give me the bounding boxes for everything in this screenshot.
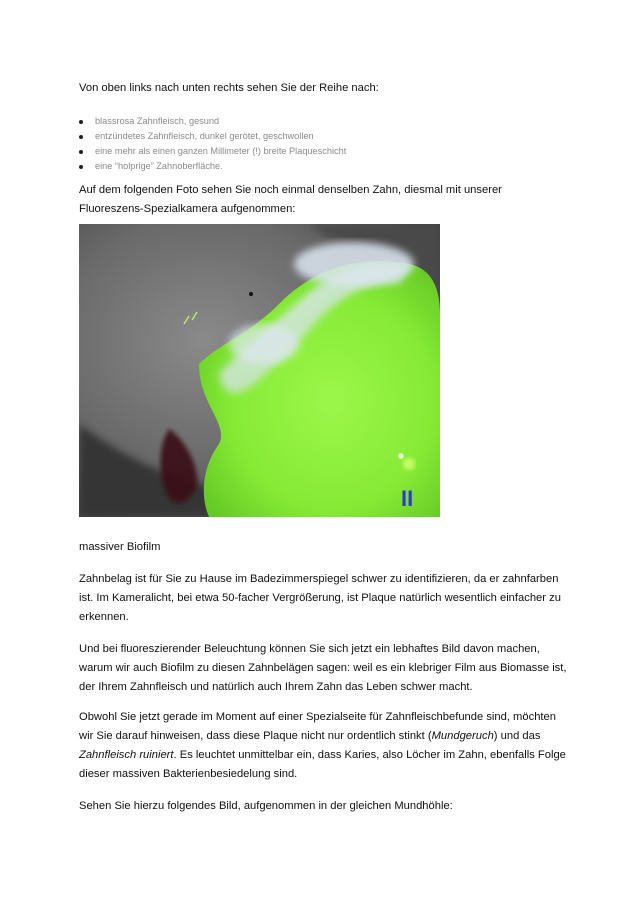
paragraph-4: Sehen Sie hierzu folgendes Bild, aufgenommen in der gleichen Mundhöhle: — [79, 800, 453, 812]
intro-text: Von oben links nach unten rechts sehen Sie der Reihe nach: — [79, 82, 379, 94]
fluorescence-photo — [79, 224, 440, 517]
list-item: entzündetes Zahnfleisch, dunkel gerötet, geschwollen — [79, 129, 559, 144]
bullet-dot-icon — [79, 135, 83, 139]
zahnfleisch-ruiniert-text: Zahnfleisch ruiniert — [79, 749, 174, 761]
list-item: blassrosa Zahnfleisch, gesund — [79, 114, 559, 129]
photo-marker-label: II — [401, 486, 414, 511]
bullet-dot-icon — [79, 150, 83, 154]
mundgeruch-link-text: Mundgeruch — [431, 730, 494, 742]
list-item: eine mehr als einen ganzen Millimeter (!) breite Plaqueschicht — [79, 144, 559, 159]
paragraph-1: Zahnbelag ist für Sie zu Hause im Badezimmerspiegel schwer zu identifizieren, da er zahnfarben ist. Im Kameralicht, bei etwa 50-facher Vergrößerung, ist Plaque natürlich wesentlich einfacher zu erkennen. — [79, 573, 561, 623]
bullet-dot-icon — [79, 120, 83, 124]
tooth-fluorescence-image — [79, 224, 440, 517]
list-item: eine “holprige” Zahnoberfläche. — [79, 159, 559, 174]
finding-list — [79, 114, 559, 174]
paragraph-2: Und bei fluoreszierender Beleuchtung können Sie sich jetzt ein lebhaftes Bild davon machen, warum wir auch Biofilm zu diesen Zahnbelägen sagen: weil es ein klebriger Film aus Biomasse ist, der Ihrem Zahnfleisch und natürlich auch Ihrem Zahn das Leben schwer macht. — [79, 643, 567, 693]
bullet-dot-icon — [79, 165, 83, 169]
photo-intro-line2: Fluoreszens-Spezialkamera aufgenommen: — [79, 203, 296, 215]
photo-intro-line1: Auf dem folgenden Foto sehen Sie noch einmal denselben Zahn, diesmal mit unserer — [79, 184, 502, 196]
paragraph-3: Obwohl Sie jetzt gerade im Moment auf einer Spezialseite für Zahnfleischbefunde sind, möchten wir Sie darauf hinweisen, dass diese Plaque nicht nur ordentlich stinkt (Mundgeruch) und das Zahnfleisch ruiniert. Es leuchtet unmittelbar ein, dass Karies, also Löcher im Zahn, ebenfalls Folge dieser massiven Bakterienbesiedelung sind. — [79, 711, 566, 780]
photo-caption: massiver Biofilm — [79, 541, 161, 553]
